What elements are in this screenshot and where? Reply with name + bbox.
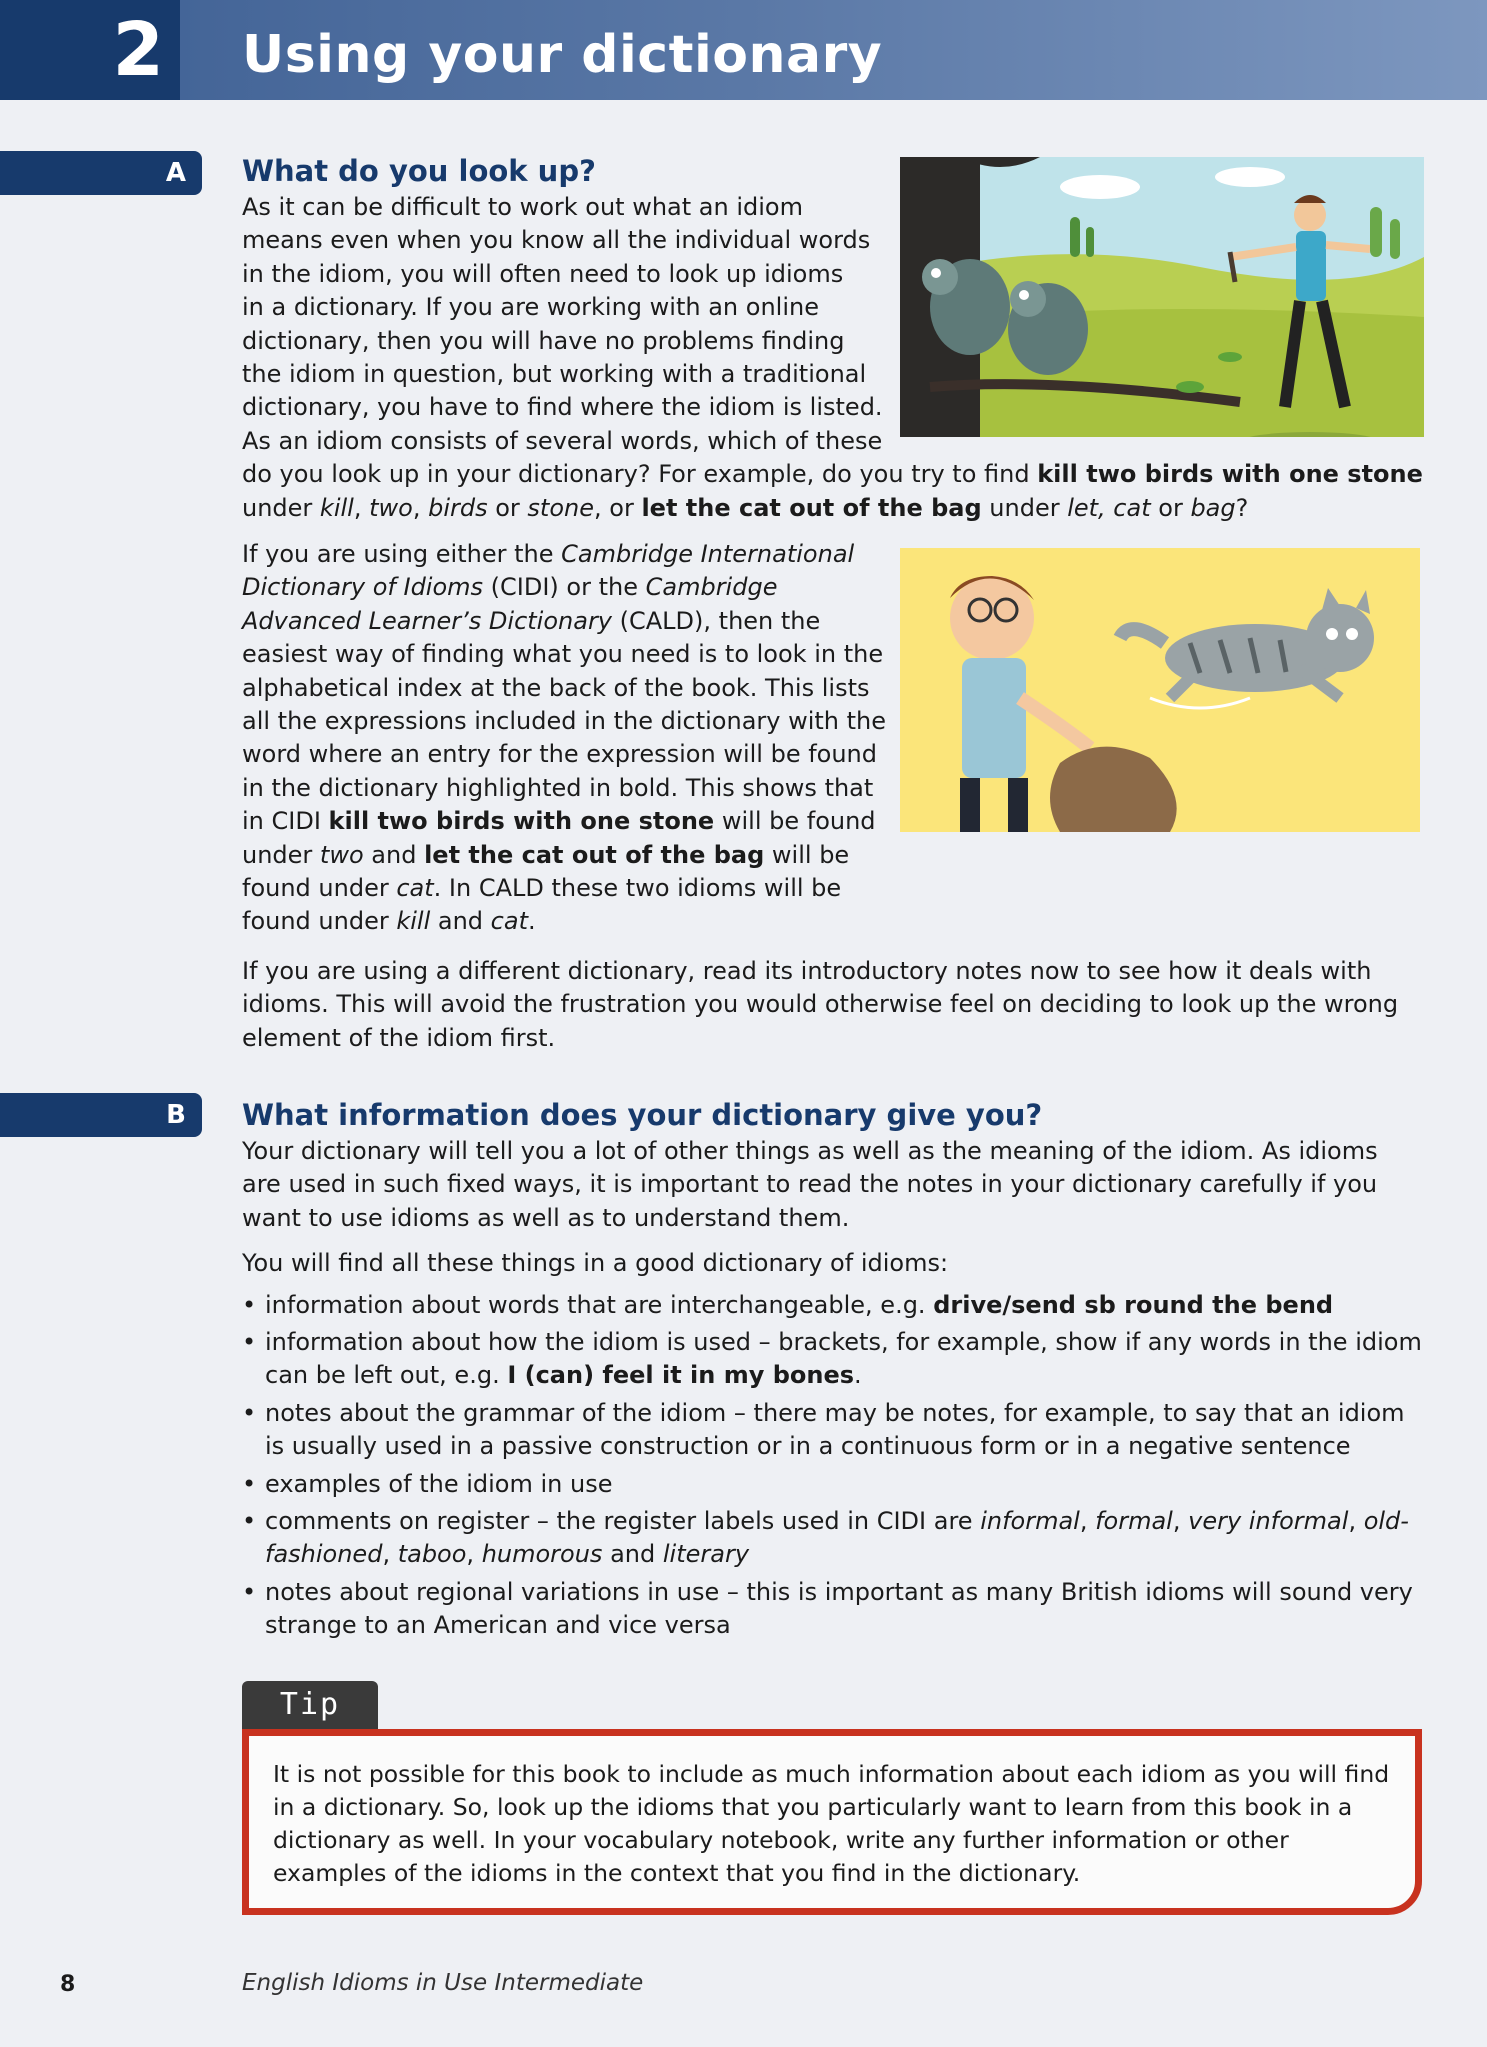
idiom-kill-two-birds: kill two birds with one stone xyxy=(328,807,715,836)
idiom-kill-two-birds: kill two birds with one stone xyxy=(1037,460,1423,489)
page-number: 8 xyxy=(60,1972,76,1997)
idiom-round-the-bend: drive/send sb round the bend xyxy=(933,1290,1334,1319)
a-p1-line: As an idiom consists of several words, which of these xyxy=(242,426,883,455)
a-p1-text: or xyxy=(487,493,528,522)
a-p1-text: ? xyxy=(1235,493,1249,522)
word-two: two xyxy=(369,493,413,522)
a-p2-text: and xyxy=(363,840,425,869)
a-p2-text: (CALD), then the easiest way of finding what you need is to look in the alphabetical index at the back of the book. This lists all the expressions included in the dictionary with the word where an entry for the expression will be found in the dictionary highlighted in bold. This shows that in CIDI xyxy=(242,606,887,836)
idiom-cat-out-of-bag: let the cat out of the bag xyxy=(641,493,982,522)
section-a-p3 xyxy=(242,955,1422,1055)
list-item xyxy=(242,1397,1422,1464)
cat-bag-drawing xyxy=(900,548,1420,832)
b-item-text: examples of the idiom in use xyxy=(265,1469,613,1498)
section-b-text xyxy=(242,1135,1422,1647)
b-item-text: , xyxy=(382,1540,398,1569)
cidi-title: Cambridge International Dictionary of Idioms xyxy=(242,540,855,602)
label-informal: informal xyxy=(980,1507,1080,1536)
a-p1-text: , xyxy=(412,493,429,522)
a-p1-line: dictionary, you have to find where the idiom is listed. xyxy=(242,393,883,422)
a-p2-text: and xyxy=(430,907,491,936)
label-very-informal: very informal xyxy=(1188,1507,1349,1536)
label-old-fashioned: old-fashioned xyxy=(265,1507,1409,1569)
a-p1-line: means even when you know all the individual words xyxy=(242,226,871,255)
dictionary-features-list xyxy=(242,1289,1422,1643)
word-kill: kill xyxy=(396,907,431,936)
a-p2-text: will be found under xyxy=(242,807,876,869)
book-title: English Idioms in Use Intermediate xyxy=(242,1970,644,1996)
cat-bag-illustration xyxy=(900,548,1420,832)
b-p2-text: You will find all these things in a good dictionary of idioms: xyxy=(242,1249,949,1278)
word-birds: birds xyxy=(428,493,488,522)
b-item-text: , xyxy=(466,1540,482,1569)
b-item-text: notes about regional variations in use – this is important as many British idioms will sound very strange to an American and vice versa xyxy=(265,1577,1413,1640)
label-formal: formal xyxy=(1095,1507,1173,1536)
section-tab-b xyxy=(0,1093,202,1137)
section-tab-a-label: A xyxy=(165,158,186,188)
b-item-text: , xyxy=(1348,1507,1364,1536)
a-p1-line: As it can be difficult to work out what an idiom xyxy=(242,193,803,221)
a-p1-text: , xyxy=(353,493,370,522)
a-p1-line: in the idiom, you will often need to look up idioms xyxy=(242,259,844,288)
a-p1-text: under xyxy=(981,493,1068,522)
tip-label: Tip xyxy=(242,1681,378,1729)
b-item-text: comments on register – the register labels used in CIDI are xyxy=(265,1507,981,1536)
list-item xyxy=(242,1468,1422,1501)
section-a-p2 xyxy=(242,538,902,939)
word-cat: cat xyxy=(490,907,528,936)
tip-box xyxy=(242,1729,1422,1915)
a-p1-line: in a dictionary. If you are working with an online xyxy=(242,293,819,322)
word-let-cat: let, cat xyxy=(1067,493,1151,522)
cald-title: Cambridge Advanced Learner’s Dictionary xyxy=(242,573,778,635)
word-two: two xyxy=(319,840,364,869)
list-item xyxy=(242,1326,1422,1393)
idiom-cat-out-of-bag: let the cat out of the bag xyxy=(424,840,765,869)
a-p1-line: dictionary, then you will have no problems finding xyxy=(242,326,845,355)
b-item-text: , xyxy=(1172,1507,1189,1536)
list-item xyxy=(242,1505,1422,1572)
word-cat: cat xyxy=(396,874,434,903)
b-p1-text: Your dictionary will tell you a lot of other things as well as the meaning of the idiom. As idioms are used in such fixed ways, it is important to read the notes in your dictionary carefully if you want to use idioms as well as to understand them. xyxy=(242,1137,1378,1232)
section-tab-a xyxy=(0,151,202,195)
tip-text: It is not possible for this book to include as much information about each idiom as you will find in a dictionary. So, look up the idioms that you particularly want to learn from this book in a dictionary as well. In your vocabulary notebook, write any further information or other examples of the idioms in the context that you find in the dictionary. xyxy=(273,1760,1390,1887)
a-p2-text: . In CALD these two idioms will be found under xyxy=(242,874,842,936)
a-p2-text: will be found under xyxy=(242,840,850,903)
word-bag: bag xyxy=(1190,493,1236,522)
word-kill: kill xyxy=(319,493,354,522)
a-p1-line: the idiom in question, but working with a traditional xyxy=(242,360,867,389)
section-a-text xyxy=(242,191,1432,525)
b-item-text: information about how the idiom is used – brackets, for example, show if any words in the idiom can be left out, e.g. xyxy=(265,1328,1422,1390)
a-p2-text: . xyxy=(527,907,536,936)
a-p3-text: If you are using a different dictionary, read its introductory notes now to see how it deals with idioms. This will avoid the frustration you would otherwise feel on deciding to look up the wrong element of the idiom first. xyxy=(242,957,1399,1052)
label-taboo: taboo xyxy=(397,1540,467,1569)
a-p1-text: or xyxy=(1150,493,1191,522)
b-item-text: information about words that are interchangeable, e.g. xyxy=(265,1290,934,1319)
a-p2-text: (CIDI) or the xyxy=(483,573,646,602)
unit-title: Using your dictionary xyxy=(242,25,883,85)
b-item-text: . xyxy=(854,1361,862,1390)
word-stone: stone xyxy=(527,493,594,522)
label-literary: literary xyxy=(662,1540,750,1569)
b-item-text: , xyxy=(1079,1507,1096,1536)
b-item-text: notes about the grammar of the idiom – there may be notes, for example, to say that an idiom is usually used in a passive construction or in a continuous form or in a negative sentence xyxy=(265,1398,1405,1461)
section-a-heading: What do you look up? xyxy=(242,154,596,188)
idiom-feel-in-bones: I (can) feel it in my bones xyxy=(507,1361,855,1390)
label-humorous: humorous xyxy=(481,1540,603,1569)
unit-number: 2 xyxy=(0,0,180,100)
a-p1-text: do you look up in your dictionary? For example, do you try to find xyxy=(242,460,1038,489)
list-item xyxy=(242,1576,1422,1643)
a-p1-text: under xyxy=(242,493,320,522)
a-p1-text: , or xyxy=(594,493,642,522)
section-tab-b-label: B xyxy=(166,1100,186,1130)
section-b-heading: What information does your dictionary give you? xyxy=(242,1098,1043,1132)
list-item xyxy=(242,1289,1422,1322)
b-item-text: and xyxy=(602,1540,663,1569)
a-p2-text: If you are using either the xyxy=(242,540,562,568)
